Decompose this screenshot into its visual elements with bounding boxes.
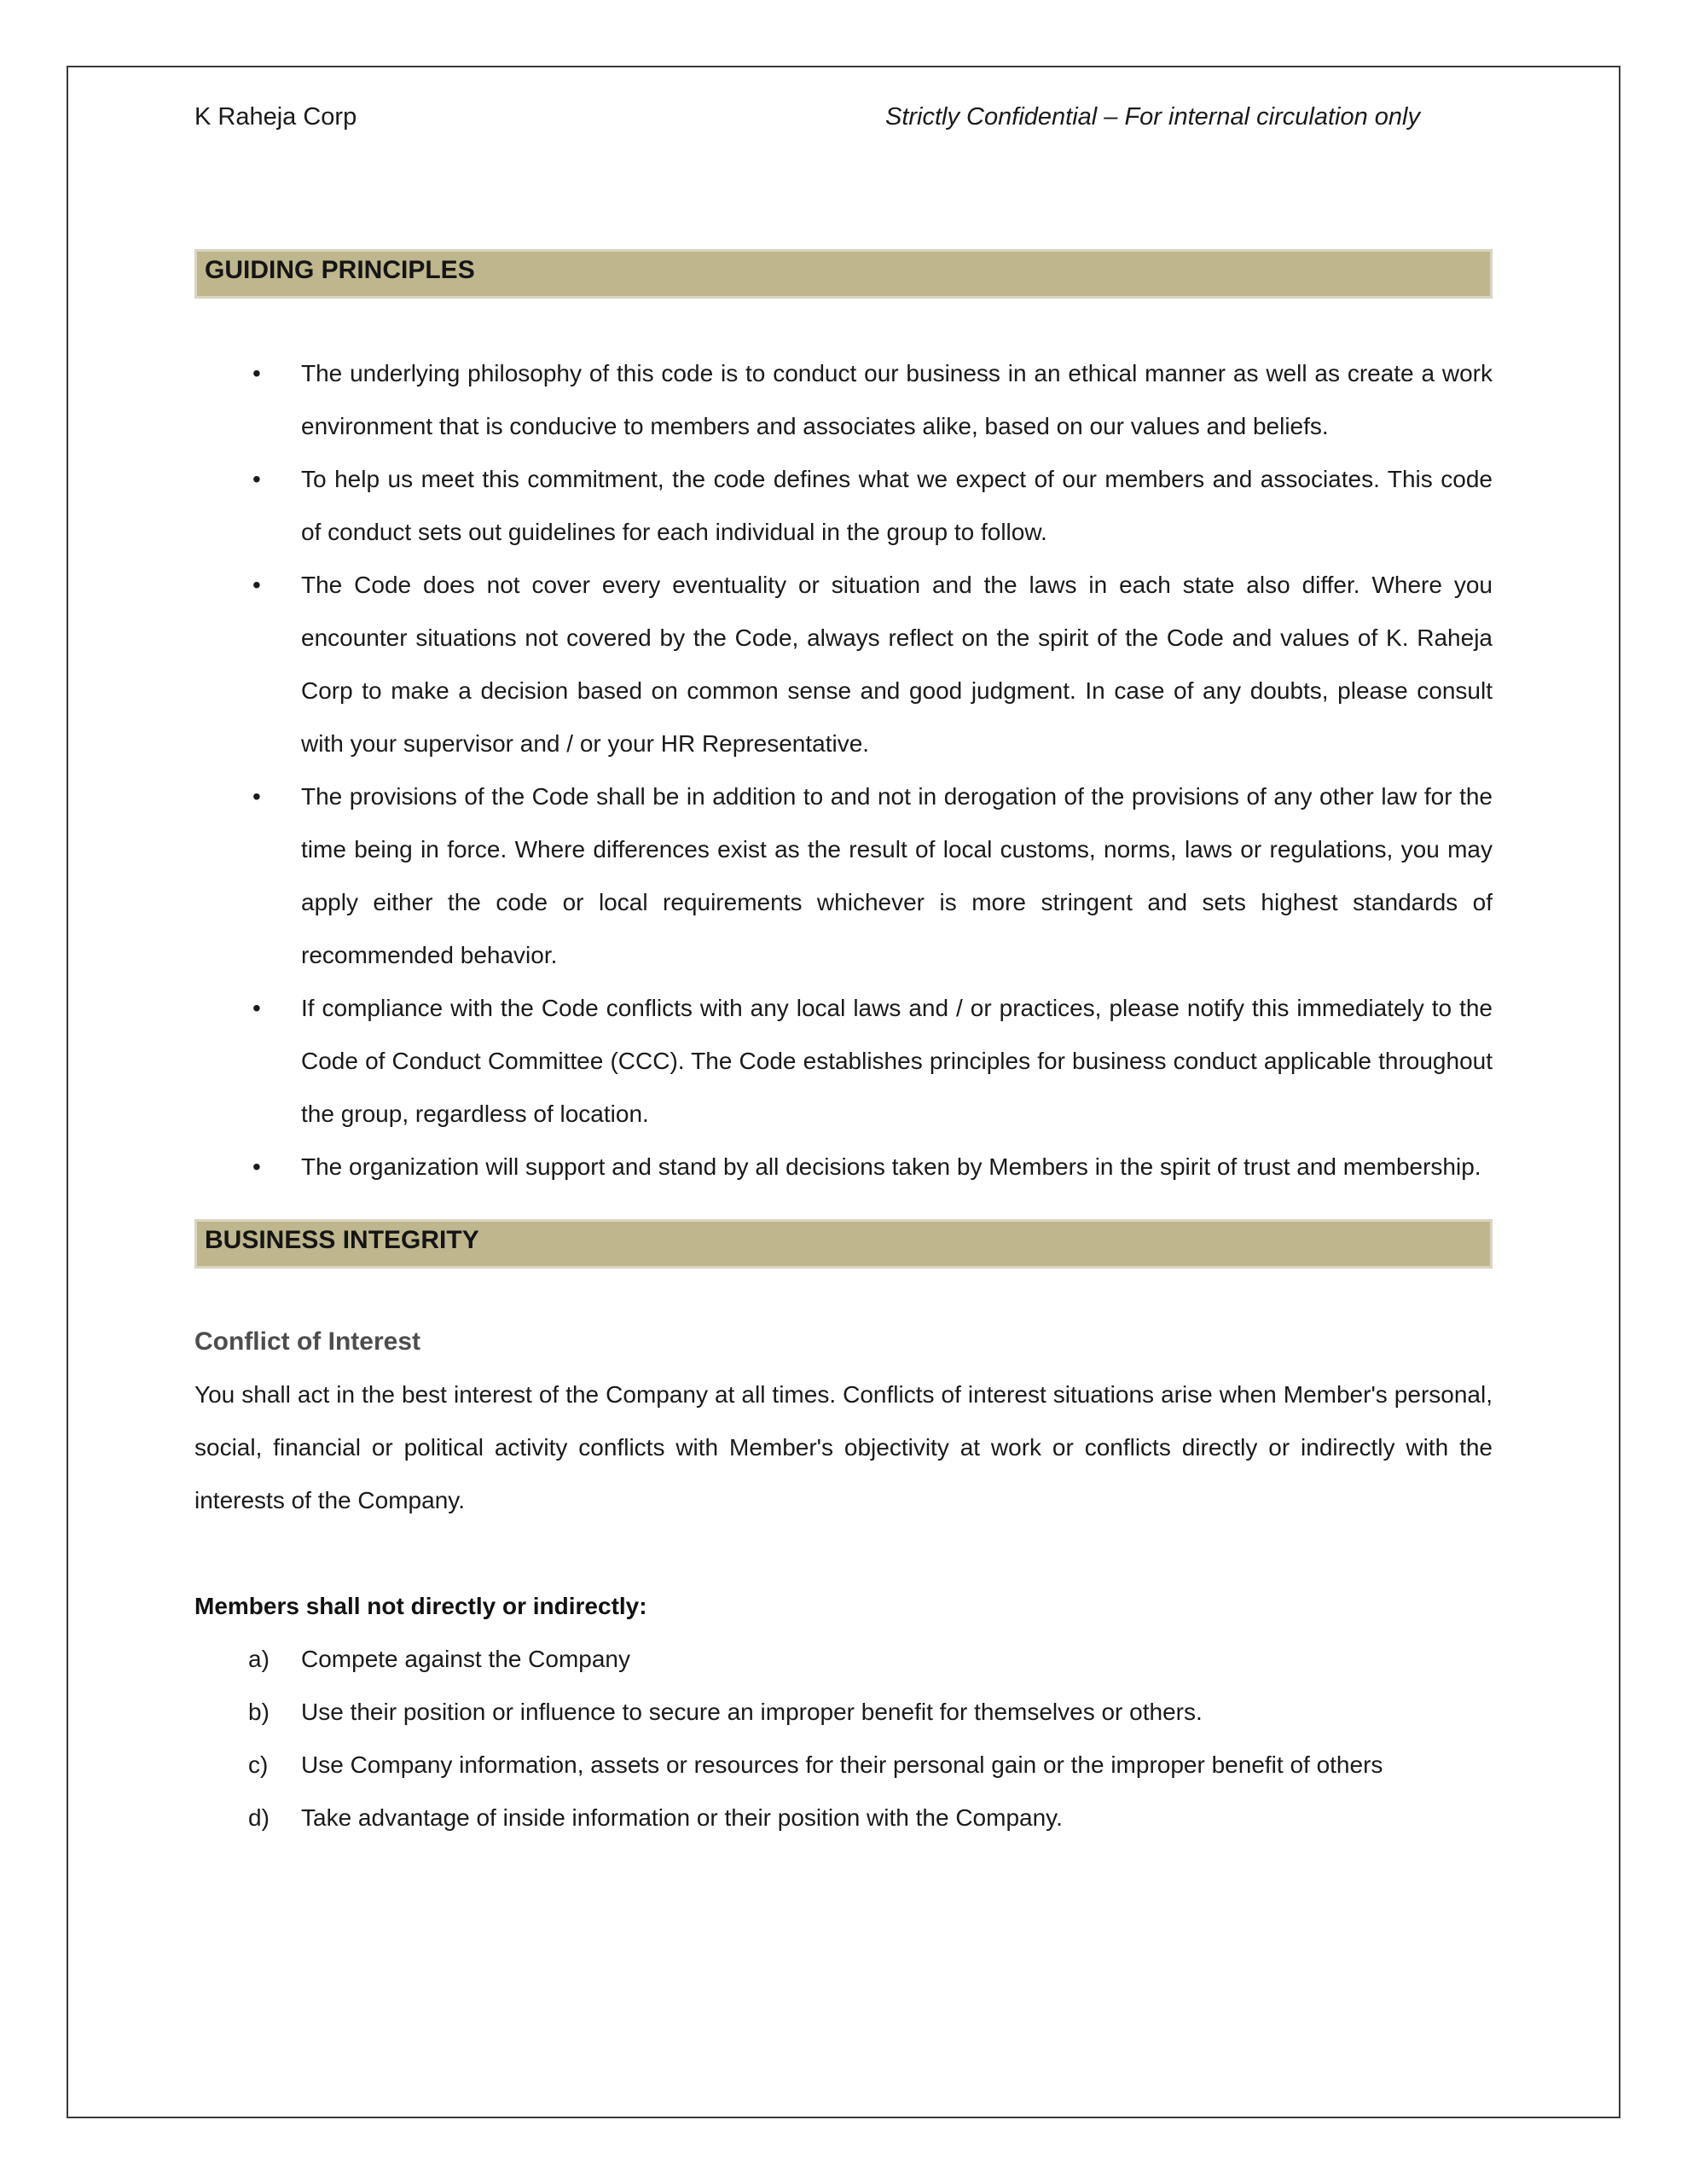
item-text: Use Company information, assets or resources for their personal gain or the improper benefit of others <box>301 1751 1383 1778</box>
lettered-item <box>194 1792 1493 1844</box>
bullet-marker: • <box>252 466 261 492</box>
bullet-marker: • <box>252 572 261 598</box>
bullet-marker: • <box>252 783 261 810</box>
bullet-item <box>194 770 1493 982</box>
item-marker: d) <box>248 1804 270 1831</box>
members-restrictions-list <box>194 1633 1493 1844</box>
lettered-item <box>194 1739 1493 1792</box>
bullet-item <box>194 347 1493 453</box>
bullet-marker: • <box>252 360 261 386</box>
bullet-text: If compliance with the Code conflicts with any local laws and / or practices, please notify this immediately to the Code of Conduct Committee (CCC). The Code establishes principles for business conduct applicable throughout the group, regardless of location. <box>301 995 1493 1127</box>
section-header-guiding-principles <box>194 249 1493 299</box>
item-text: Use their position or influence to secure an improper benefit for themselves or others. <box>301 1699 1203 1725</box>
company-name: K Raheja Corp <box>194 103 357 131</box>
item-marker: c) <box>248 1751 269 1778</box>
lettered-item <box>194 1686 1493 1739</box>
heading-members-restrictions: Members shall not directly or indirectly: <box>194 1593 647 1619</box>
bullet-item <box>194 982 1493 1141</box>
bullet-item <box>194 1141 1493 1194</box>
bullet-text: To help us meet this commitment, the code defines what we expect of our members and associates. This code of conduct sets out guidelines for each individual in the group to follow. <box>301 466 1493 545</box>
lettered-item <box>194 1633 1493 1686</box>
bullet-text: The Code does not cover every eventuality or situation and the laws in each state also differ. Where you encounter situations not covered by the Code, always reflect on the spirit of the Code and values of K. Raheja Corp to make a decision based on common sense and good judgment. In case of any doubts, please consult with your supervisor and / or your HR Representative. <box>301 572 1493 757</box>
bullet-marker: • <box>252 1153 261 1180</box>
page-content <box>68 67 1619 1844</box>
item-text: Take advantage of inside information or their position with the Company. <box>301 1804 1063 1831</box>
bullet-text: The underlying philosophy of this code is to conduct our business in an ethical manner as well as create a work environment that is conducive to members and associates alike, based on our values and beliefs. <box>301 360 1493 439</box>
bullet-item <box>194 453 1493 559</box>
bullet-item <box>194 559 1493 770</box>
confidentiality-notice: Strictly Confidential – For internal circulation only <box>885 103 1420 131</box>
item-text: Compete against the Company <box>301 1646 630 1672</box>
bullet-text: The organization will support and stand by all decisions taken by Members in the spirit of trust and membership. <box>301 1153 1481 1180</box>
guiding-principles-list <box>194 347 1493 1194</box>
section-header-business-integrity <box>194 1219 1493 1269</box>
bullet-text: The provisions of the Code shall be in addition to and not in derogation of the provisions of any other law for the time being in force. Where differences exist as the result of local customs, norms, laws or regulations, you may apply either the code or local requirements whichever is more stringent and sets highest standards of recommended behavior. <box>301 783 1493 968</box>
bullet-marker: • <box>252 995 261 1021</box>
document-header <box>194 100 1493 134</box>
section-title: BUSINESS INTEGRITY <box>205 1226 479 1254</box>
page-frame <box>67 66 1620 2118</box>
item-marker: a) <box>248 1646 270 1672</box>
section-title: GUIDING PRINCIPLES <box>205 256 475 284</box>
subheading-conflict-of-interest: Conflict of Interest <box>194 1327 421 1356</box>
item-marker: b) <box>248 1699 270 1725</box>
paragraph-conflict-of-interest: You shall act in the best interest of the Company at all times. Conflicts of interest situations arise when Member's personal, social, financial or political activity conflicts with Member's objectivity at work or conflicts directly or indirectly with the interests of the Company. <box>194 1381 1493 1513</box>
